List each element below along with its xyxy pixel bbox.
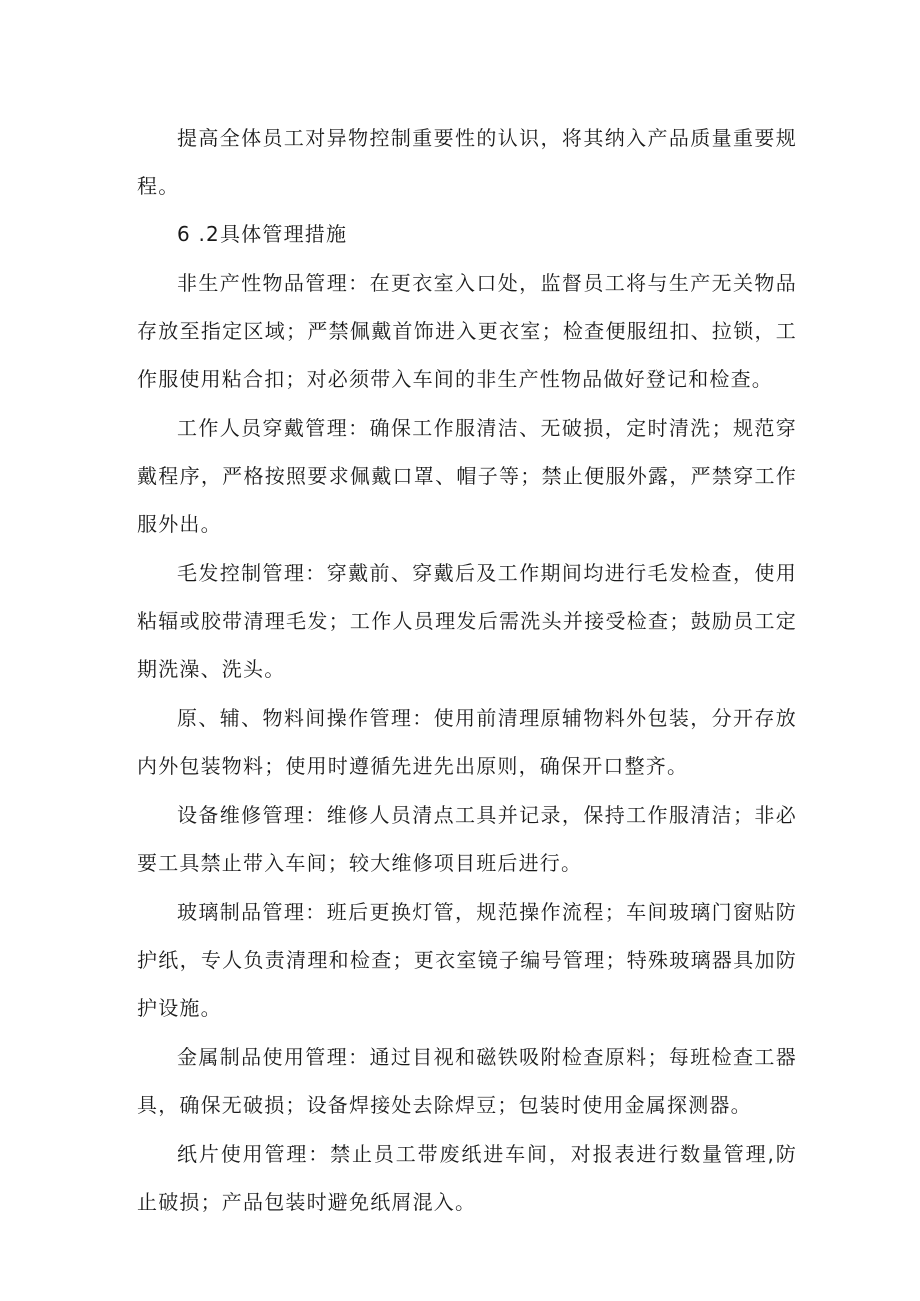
paragraph-metal-products: 金属制品使用管理：通过目视和磁铁吸附检查原料；每班检查工器具，确保无破损；设备焊接处去除焊豆；包装时使用金属探测器。 <box>137 1045 797 1117</box>
document-body <box>137 114 797 1226</box>
intro-paragraph: 提高全体员工对异物控制重要性的认识，将其纳入产品质量重要规程。 <box>137 126 797 198</box>
paragraph-paper-usage: 纸片使用管理：禁止员工带废纸进车间，对报表进行数量管理,防止破损；产品包装时避免纸屑混入。 <box>137 1142 797 1214</box>
paragraph-material-room: 原、辅、物料间操作管理：使用前清理原辅物料外包装，分开存放内外包装物料；使用时遵循先进先出原则，确保开口整齐。 <box>137 706 797 778</box>
paragraph-hair-control: 毛发控制管理：穿戴前、穿戴后及工作期间均进行毛发检查，使用粘辐或胶带清理毛发；工作人员理发后需洗头并接受检查；鼓励员工定期洗澡、洗头。 <box>137 561 797 681</box>
section-heading: 6 .2具体管理措施 <box>177 222 348 246</box>
paragraph-staff-attire: 工作人员穿戴管理：确保工作服清洁、无破损，定时清洗；规范穿戴程序，严格按照要求佩戴口罩、帽子等；禁止便服外露，严禁穿工作服外出。 <box>137 416 797 536</box>
paragraph-glass-products: 玻璃制品管理：班后更换灯管，规范操作流程；车间玻璃门窗贴防护纸，专人负责清理和检查；更衣室镜子编号管理；特殊玻璃器具加防护设施。 <box>137 900 797 1020</box>
paragraph-equipment-maintenance: 设备维修管理：维修人员清点工具并记录，保持工作服清洁；非必要工具禁止带入车间；较大维修项目班后进行。 <box>137 803 797 875</box>
paragraph-non-production-items: 非生产性物品管理：在更衣室入口处，监督员工将与生产无关物品存放至指定区域；严禁佩戴首饰进入更衣室；检查便服纽扣、拉锁，工作服使用粘合扣；对必须带入车间的非生产性物品做好登记和检查。 <box>137 271 797 391</box>
